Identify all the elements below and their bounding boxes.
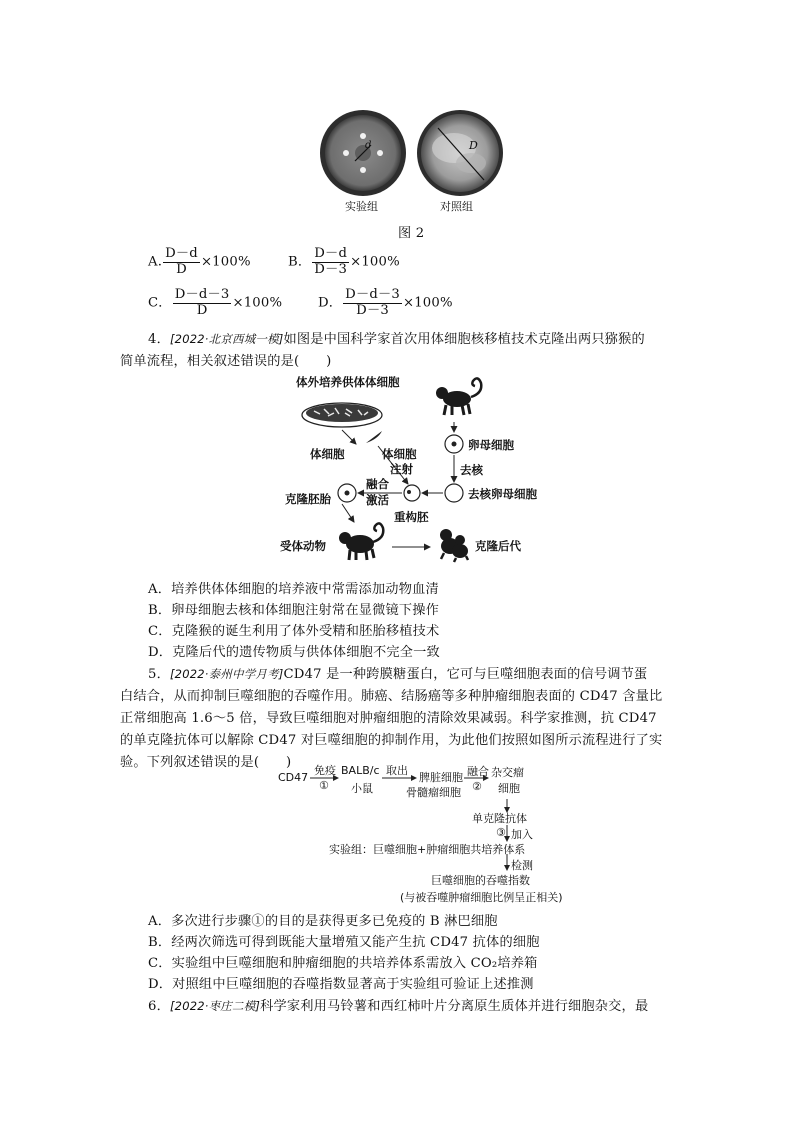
q4-source: [2022·北京西城一模] xyxy=(169,332,284,346)
fraction-c: $\frac{D-d-3}{D}$ xyxy=(174,287,230,318)
flow-immunize: 免疫 xyxy=(314,764,336,777)
q5-stem-line1: 5．[2022·泰州中学月考]CD47 是一种跨膜糖蛋白，它可与巨噬细胞表面的信号调节蛋 xyxy=(148,667,648,682)
flow-note: (与被吞噬肿瘤细胞比例呈正相关) xyxy=(400,891,563,904)
antibody-flowchart xyxy=(276,766,566,906)
q4-option-a: A．培养供体体细胞的培养液中常需添加动物血清 xyxy=(148,582,439,597)
fraction-a: $\frac{D-d}{D}$ xyxy=(165,246,198,277)
figure-caption: 图 2 xyxy=(398,226,425,241)
flow-spleen: 脾脏细胞 xyxy=(419,771,463,784)
flow-step3: ③ xyxy=(496,826,506,839)
q6-source: [2022·枣庄二模] xyxy=(169,999,261,1013)
q3-option-b: B． $\frac{D-d}{D-3}$ ×100% xyxy=(288,246,400,277)
somatic-cell-icon xyxy=(366,431,382,443)
q5-stem-line3: 正常细胞高 1.6～5 倍，导致巨噬细胞对肿瘤细胞的清除效果减弱。科学家推测，抗 CD47 xyxy=(120,711,657,726)
d-label: d xyxy=(365,140,372,151)
q4-option-d: D．克隆后代的遗传物质与供体体细胞不完全一致 xyxy=(148,645,440,660)
q5-stem-line2: 白结合，从而抑制巨噬细胞的吞噬作用。肺癌、结肠癌等多种肿瘤细胞表面的 CD47 含量比 xyxy=(120,689,663,704)
flow-mouse2: 小鼠 xyxy=(351,782,373,795)
q6-stem-line1: 6．[2022·枣庄二模]科学家利用马铃薯和西红柿叶片分离原生质体并进行细胞杂交，最 xyxy=(148,999,649,1014)
flow-myeloma: 骨髓瘤细胞 xyxy=(406,786,461,799)
q5-option-d: D．对照组中巨噬细胞的吞噬指数显著高于实验组可验证上述推测 xyxy=(148,977,534,992)
q5-source: [2022·泰州中学月考] xyxy=(169,667,284,681)
cloned-offspring-icon xyxy=(440,529,468,562)
flow-step2: ② xyxy=(472,780,482,793)
injection-label-2: 注射 xyxy=(390,462,413,476)
flow-hybrid2: 细胞 xyxy=(498,782,520,795)
reconstructed-embryo-label: 重构胚 xyxy=(394,510,429,524)
somatic-cell-label: 体细胞 xyxy=(310,447,345,461)
q5-stem-line4: 的单克隆抗体可以解除 CD47 对巨噬细胞的抑制作用，为此他们按照如图所示流程进行了实 xyxy=(120,733,663,748)
q4-option-b: B．卵母细胞去核和体细胞注射常在显微镜下操作 xyxy=(148,603,440,618)
flow-detect: 检测 xyxy=(511,859,533,872)
q3-option-d: D． $\frac{D-d-3}{D-3}$ ×100% xyxy=(318,287,453,318)
injection-label-1: 体细胞 xyxy=(382,447,417,461)
flow-fuse: 融合 xyxy=(467,765,489,778)
fraction-b: $\frac{D-d}{D-3}$ xyxy=(314,246,348,277)
cloned-embryo-label: 克隆胚胎 xyxy=(285,492,331,506)
q5-option-a: A．多次进行步骤①的目的是获得更多已免疫的 B 淋巴细胞 xyxy=(148,914,498,929)
q5-option-c: C．实验组中巨噬细胞和肿瘤细胞的共培养体系需放入 CO₂培养箱 xyxy=(148,956,538,971)
q4-option-c: C．克隆猴的诞生利用了体外受精和胚胎移植技术 xyxy=(148,624,440,639)
recipient-monkey-icon xyxy=(339,523,383,560)
q5-stem-line5: 验。下列叙述错误的是( ) xyxy=(120,755,292,770)
egg-cell-label: 卵母细胞 xyxy=(468,438,514,452)
q4-stem-line1: 4．[2022·北京西城一模]如图是中国科学家首次用体细胞核移植技术克隆出两只猕猴的 xyxy=(148,332,645,347)
fraction-d: $\frac{D-d-3}{D-3}$ xyxy=(345,287,400,318)
flow-add: 加入 xyxy=(511,828,533,841)
q5-option-b: B．经两次筛选可得到既能大量增殖又能产生抗 CD47 抗体的细胞 xyxy=(148,935,540,950)
flow-extract: 取出 xyxy=(386,764,408,777)
flow-phagocytic-index: 巨噬细胞的吞噬指数 xyxy=(431,874,530,887)
figure-2 xyxy=(316,108,506,213)
petri-dishes-image xyxy=(316,108,506,198)
donor-monkey-icon xyxy=(436,378,481,415)
activation-label: 激活 xyxy=(366,493,389,507)
offspring-label: 克隆后代 xyxy=(475,539,521,553)
flow-mouse1: BALB/c xyxy=(341,764,380,777)
flow-cd47: CD47 xyxy=(278,771,309,784)
cloning-diagram xyxy=(280,372,560,568)
recipient-label: 受体动物 xyxy=(280,539,326,553)
q3-option-c: C． $\frac{D-d-3}{D}$ ×100% xyxy=(148,287,283,318)
diagram-title: 体外培养供体体细胞 xyxy=(296,375,400,389)
flow-hybrid1: 杂交瘤 xyxy=(491,766,524,779)
control-group-label: 对照组 xyxy=(440,200,473,213)
reconstructed-embryo-icon xyxy=(404,485,420,501)
q4-stem-line2: 简单流程，相关叙述错误的是( ) xyxy=(120,354,332,369)
flow-step1: ① xyxy=(319,779,329,792)
flow-mab: 单克隆抗体 xyxy=(472,812,527,825)
fusion-label: 融合 xyxy=(366,477,389,491)
flow-experimental-group: 实验组：巨噬细胞+肿瘤细胞共培养体系 xyxy=(329,843,526,856)
D-label: D xyxy=(469,139,478,152)
culture-dish-icon xyxy=(302,403,382,427)
enucleation-label: 去核 xyxy=(460,463,483,477)
enucleated-egg-label: 去核卵母细胞 xyxy=(468,487,537,501)
enucleated-egg-icon xyxy=(445,484,463,502)
q3-option-a: A. $\frac{D-d}{D}$ ×100% xyxy=(148,246,251,277)
experimental-group-label: 实验组 xyxy=(345,200,378,213)
